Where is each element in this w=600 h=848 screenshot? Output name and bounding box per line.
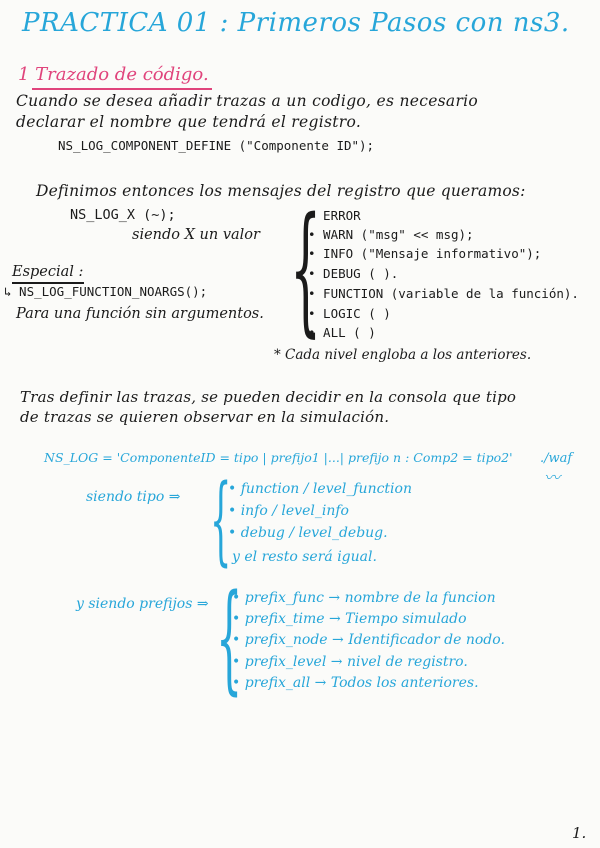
level-function: • FUNCTION (variable de la función). <box>308 286 579 301</box>
ns-log-command-tail: ./waf <box>540 451 573 466</box>
prefix-func: • prefix_func → nombre de la funcion <box>232 590 496 606</box>
page-number: 1. <box>572 824 587 842</box>
messages-intro: Definimos entonces los mensajes del registro que queramos: <box>36 182 526 200</box>
siendo-x-label: siendo X un valor <box>132 227 260 243</box>
special-description: Para una función sin argumentos. <box>16 306 264 322</box>
levels-brace: { <box>290 188 322 351</box>
tipo-debug: • debug / level_debug. <box>228 525 388 541</box>
level-logic: • LOGIC ( ) <box>308 306 391 321</box>
level-error: • ERROR <box>308 208 361 223</box>
level-all: • ALL ( ) <box>308 325 376 340</box>
prefijos-brace: { <box>216 568 243 706</box>
levels-note: * Cada nivel engloba a los anteriores. <box>274 347 532 363</box>
level-warn: • WARN ("msg" << msg); <box>308 227 474 242</box>
prefix-node: • prefix_node → Identificador de nodo. <box>232 632 505 648</box>
prefijos-label: y siendo prefijos ⇒ <box>76 596 209 612</box>
ns-log-command: NS_LOG = 'ComponenteID = tipo | prefijo1 |...| prefijo n : Comp2 = tipo2' <box>44 450 513 465</box>
prefix-all: • prefix_all → Todos los anteriores. <box>232 675 479 691</box>
section-underline <box>32 88 212 90</box>
console-line-2: de trazas se quieren observar en la simulación. <box>20 408 390 426</box>
define-macro: NS_LOG_COMPONENT_DEFINE ("Componente ID"); <box>58 138 375 153</box>
level-debug: • DEBUG ( ). <box>308 266 399 281</box>
prefix-level: • prefix_level → nivel de registro. <box>232 654 468 670</box>
tipo-function: • function / level_function <box>228 481 412 497</box>
tipo-info: • info / level_info <box>228 503 349 519</box>
page-title: PRACTICA 01 : Primeros Pasos con ns3. <box>22 8 570 38</box>
level-info: • INFO ("Mensaje informativo"); <box>308 246 542 261</box>
section-heading: 1 Trazado de código. <box>18 64 209 85</box>
log-macro: NS_LOG_X (~); <box>70 207 176 223</box>
prefix-time: • prefix_time → Tiempo simulado <box>232 611 467 627</box>
special-label: Especial : <box>12 264 84 280</box>
tipo-rest: y el resto será igual. <box>232 549 377 565</box>
tipo-brace: { <box>210 464 232 576</box>
console-line-1: Tras definir las trazas, se pueden decidir en la consola que tipo <box>20 388 517 406</box>
intro-line-2: declarar el nombre que tendrá el registro. <box>16 113 362 131</box>
special-macro: ↳ NS_LOG_FUNCTION_NOARGS(); <box>4 284 208 299</box>
ns-log-squiggle: 〰 <box>544 468 561 487</box>
intro-line-1: Cuando se desea añadir trazas a un codigo, es necesario <box>16 92 479 110</box>
tipo-label: siendo tipo ⇒ <box>86 489 181 505</box>
